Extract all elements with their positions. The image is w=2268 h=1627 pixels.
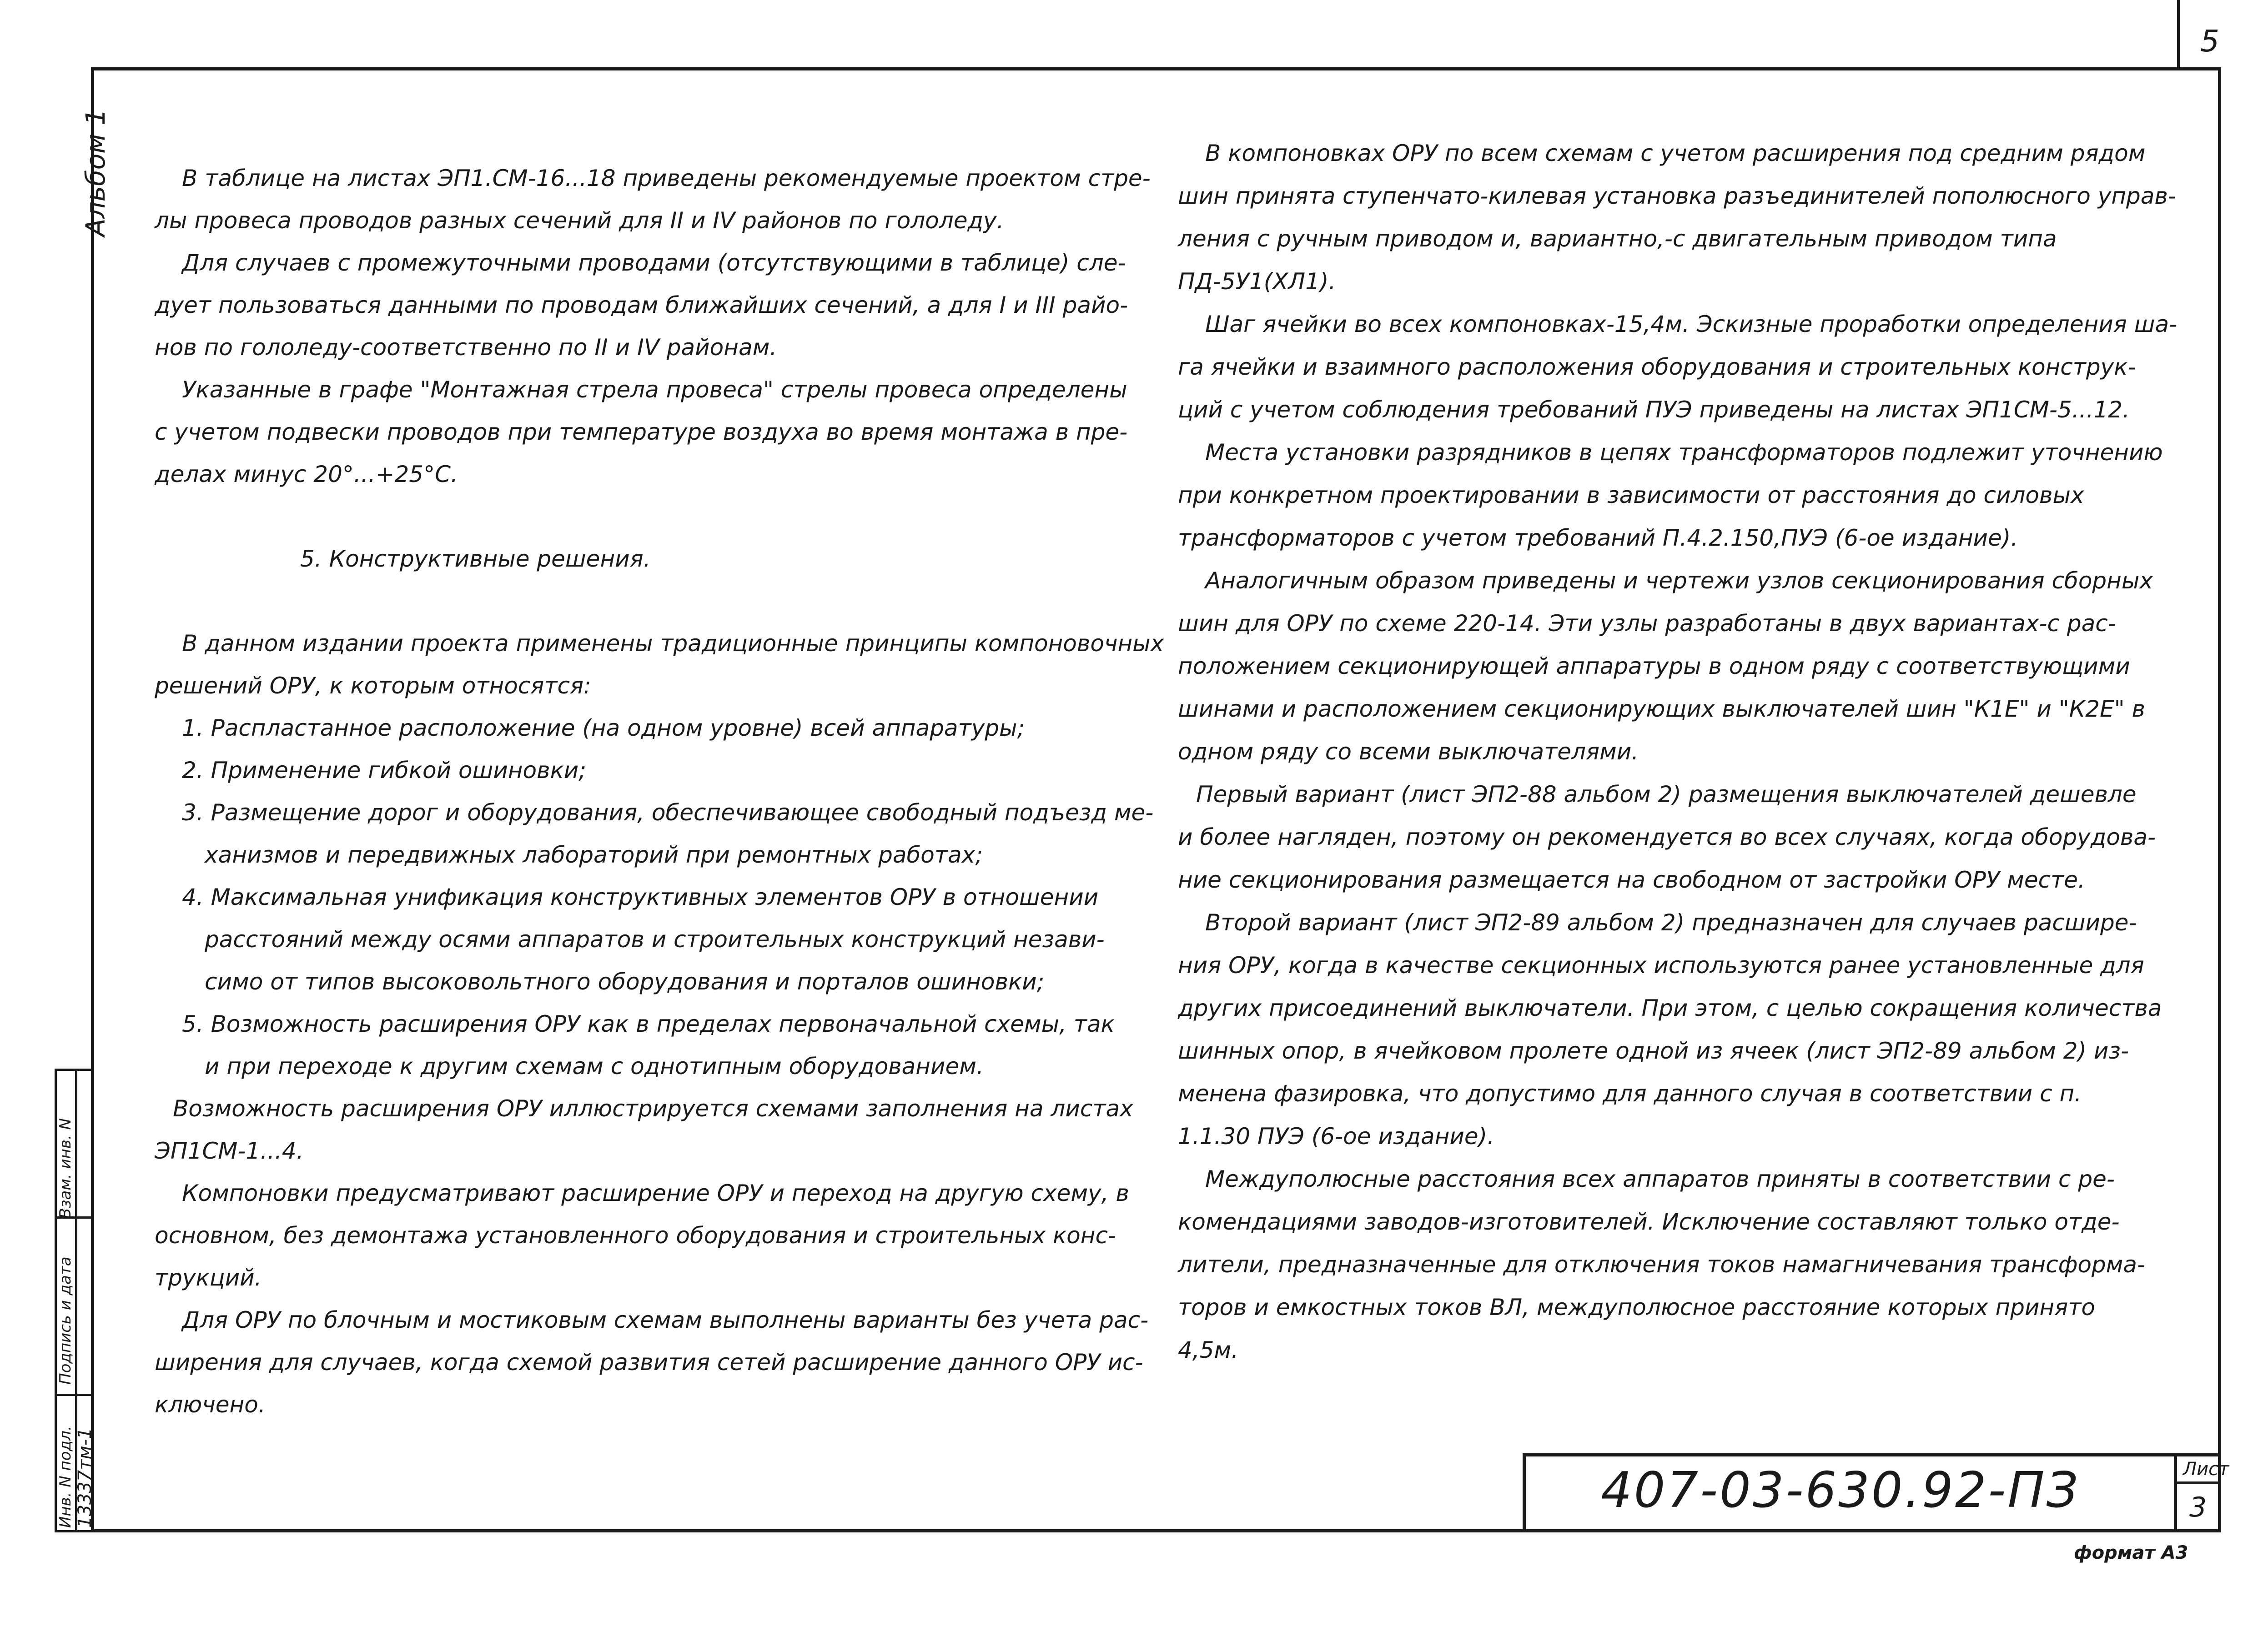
text-line: 5. Конструктивные решения. (300, 546, 651, 572)
text-line: Указанные в графе "Монтажная стрела провеса" стрелы провеса определены (182, 377, 1127, 403)
text-line: комендациями заводов-изготовителей. Исключение составляют только отде- (1178, 1209, 2120, 1235)
text-line: 2. Применение гибкой ошиновки; (182, 757, 587, 783)
document-code: 407-03-630.92-ПЗ (1601, 1462, 2080, 1519)
text-line: торов и емкостных токов ВЛ, междуполюсное расстояние которых принято (1178, 1294, 2095, 1321)
text-line: других присоединений выключатели. При этом, с целью сокращения количества (1178, 995, 2162, 1021)
text-line: ширения для случаев, когда схемой развития сетей расширение данного ОРУ ис- (155, 1349, 1143, 1376)
text-line: положением секционирующей аппаратуры в одном ряду с соответствующими (1178, 653, 2130, 679)
text-line: Второй вариант (лист ЭП2-89 альбом 2) предназначен для случаев расшире- (1205, 909, 2137, 936)
text-line: Для ОРУ по блочным и мостиковым схемам выполнены варианты без учета рас- (182, 1307, 1149, 1333)
text-line: трукций. (155, 1265, 262, 1291)
signature-date-label: Подпись и дата (56, 1256, 75, 1385)
text-line: Компоновки предусматривают расширение ОРУ и переход на другую схему, в (182, 1180, 1129, 1206)
text-line: В компоновках ОРУ по всем схемам с учетом расширения под средним рядом (1205, 140, 2146, 166)
text-line: ПД-5У1(ХЛ1). (1178, 268, 1336, 295)
text-line: решений ОРУ, к которым относятся: (155, 673, 591, 699)
text-line: при конкретном проектировании в зависимости от расстояния до силовых (1178, 482, 2084, 508)
text-line: ключено. (155, 1391, 266, 1418)
text-line: с учетом подвески проводов при температуре воздуха во время монтажа в пре- (155, 419, 1128, 445)
inventory-number-value: 13337тм-1 (75, 1427, 96, 1528)
text-line: дует пользоваться данными по проводам ближайших сечений, а для I и III райо- (155, 292, 1128, 318)
text-line: Шаг ячейки во всех компоновках-15,4м. Эскизные проработки определения ша- (1205, 311, 2177, 337)
text-line: лители, предназначенные для отключения токов намагничевания трансформа- (1178, 1251, 2146, 1278)
sheet-number: 3 (2189, 1491, 2207, 1523)
album-label: Альбом 1 (80, 108, 111, 236)
text-line: ления с ручным приводом и, вариантно,-с двигательным приводом типа (1178, 226, 2057, 252)
text-line: делах минус 20°...+25°С. (155, 461, 458, 487)
inventory-number-label: Инв. N подл. (56, 1426, 75, 1528)
replace-inventory-label: Взам. инв. N (56, 1118, 75, 1219)
text-line: и при переходе к другим схемам с однотипным оборудованием. (205, 1053, 984, 1080)
text-line: 5. Возможность расширения ОРУ как в пределах первоначальной схемы, так (182, 1011, 1115, 1037)
text-line: 4. Максимальная унификация конструктивных элементов ОРУ в отношении (182, 884, 1099, 910)
text-line: Для случаев с промежуточными проводами (отсутствующими в таблице) сле- (182, 250, 1126, 276)
text-line: Возможность расширения ОРУ иллюстрируется схемами заполнения на листах (173, 1095, 1133, 1122)
text-line: шинами и расположением секционирующих выключателей шин "К1Е" и "К2Е" в (1178, 696, 2146, 722)
text-line: Аналогичным образом приведены и чертежи узлов секционирования сборных (1205, 567, 2153, 594)
text-line: 1.1.30 ПУЭ (6-ое издание). (1178, 1123, 1495, 1150)
text-line: ние секционирования размещается на свободном от застройки ОРУ месте. (1178, 867, 2085, 893)
text-line: шинных опор, в ячейковом пролете одной из ячеек (лист ЭП2-89 альбом 2) из- (1178, 1038, 2129, 1064)
text-line: нов по гололеду-соответственно по II и IV районам. (155, 334, 777, 361)
text-line: ния ОРУ, когда в качестве секционных используются ранее установленные для (1178, 952, 2144, 979)
corner-divider (2177, 0, 2180, 67)
text-line: ханизмов и передвижных лабораторий при ремонтных работах; (205, 842, 983, 868)
page-number: 5 (2200, 24, 2219, 59)
text-line: В данном издании проекта применены традиционные принципы компоновочных (182, 630, 1164, 657)
text-line: ций с учетом соблюдения требований ПУЭ приведены на листах ЭП1СМ-5...12. (1178, 397, 2130, 423)
text-line: и более нагляден, поэтому он рекомендуется во всех случаях, когда оборудова- (1178, 824, 2156, 850)
text-line: ЭП1СМ-1...4. (155, 1138, 304, 1164)
text-line: В таблице на листах ЭП1.СМ-16...18 приведены рекомендуемые проектом стре- (182, 165, 1151, 191)
text-line: трансформаторов с учетом требований П.4.2.150,ПУЭ (6-ое издание). (1178, 525, 2018, 551)
text-line: Междуполюсные расстояния всех аппаратов приняты в соответствии с ре- (1205, 1166, 2115, 1192)
text-line: симо от типов высоковольтного оборудования и порталов ошиновки; (205, 969, 1045, 995)
text-line: Первый вариант (лист ЭП2-88 альбом 2) размещения выключателей дешевле (1196, 781, 2137, 808)
text-line: одном ряду со всеми выключателями. (1178, 738, 1639, 765)
text-line: основном, без демонтажа установленного оборудования и строительных конс- (155, 1222, 1116, 1249)
text-line: 4,5м. (1178, 1337, 1239, 1363)
sheet-label: Лист (2183, 1459, 2229, 1480)
text-line: расстояний между осями аппаратов и строительных конструкций незави- (205, 926, 1105, 953)
text-line: 3. Размещение дорог и оборудования, обеспечивающее свободный подъезд ме- (182, 799, 1154, 826)
text-line: лы провеса проводов разных сечений для II и IV районов по гололеду. (155, 207, 1004, 234)
text-line: шин для ОРУ по схеме 220-14. Эти узлы разработаны в двух вариантах-с рас- (1178, 610, 2116, 637)
text-line: шин принята ступенчато-килевая установка разъединителей пополюсного управ- (1178, 183, 2176, 209)
text-line: менена фазировка, что допустимо для данного случая в соответствии с п. (1178, 1080, 2082, 1107)
text-line: 1. Распластанное расположение (на одном уровне) всей аппаратуры; (182, 715, 1025, 741)
text-line: Места установки разрядников в цепях трансформаторов подлежит уточнению (1205, 439, 2163, 466)
text-line: га ячейки и взаимного расположения оборудования и строительных конструк- (1178, 354, 2136, 380)
format-label: формат А3 (2074, 1542, 2188, 1563)
